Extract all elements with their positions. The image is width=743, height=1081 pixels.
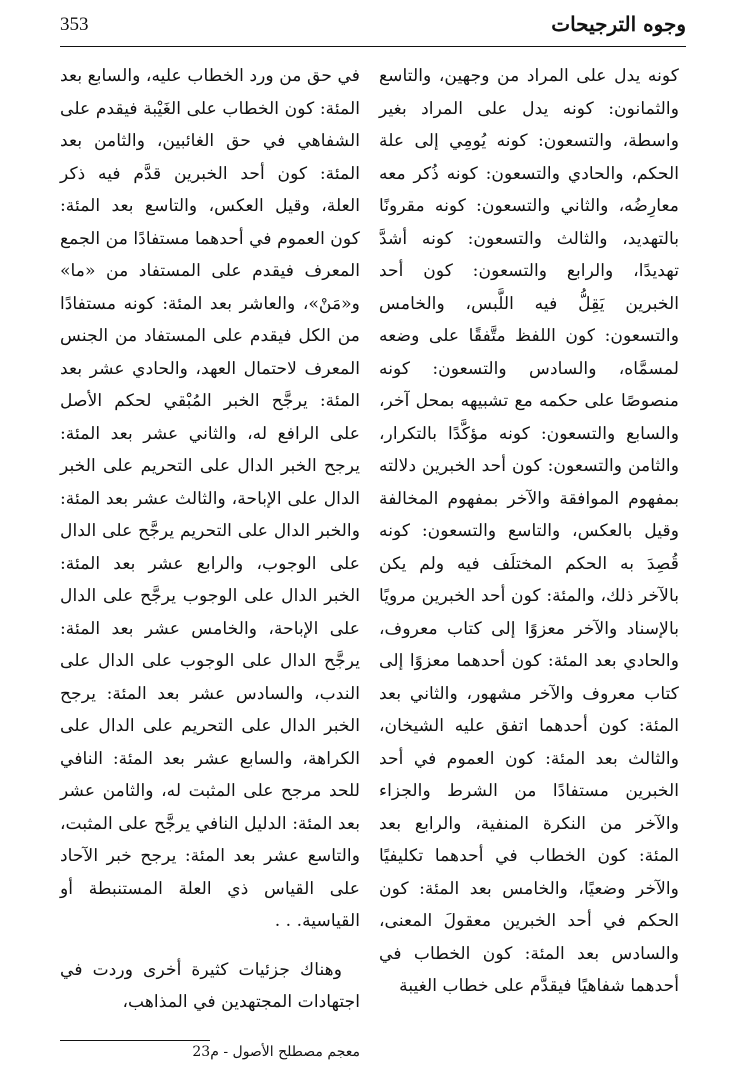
right-column (379, 60, 679, 1020)
left-column (60, 60, 360, 1020)
page-header (60, 8, 686, 44)
right-column-text: كونه يدل على المراد من وجهين، والتاسع والثمانون: كونه يدل على المراد بغير واسطة، والتسعون: كونه يُومِي إلى علة الحكم، والحادي والتسعون: كونه ذُكر معه معارِضُه، والثاني والتسعون: كونه مقرونًا بالتهديد، والثالث والتسعون: كونه أشدَّ تهديدًا، والرابع والتسعون: كون أحد الخبرين يَقِلُّ فيه اللَّبس، والخامس والتسعون: كون اللفظ متَّفقًا على وضعه لمسمَّاه، والسادس والتسعون: كونه منصوصًا على حكمه مع تشبيهه بمحل آخر، والسابع والتسعون: كونه مؤكَّدًا بالتكرار، والثامن والتسعون: كون أحد الخبرين دلالته بمفهوم الموافقة والآخر بمفهوم المخالفة وقيل بالعكس، والتاسع والتسعون: كونه قُصِدَ به الحكم المختلَف فيه ولم يكن بالآخر ذلك، والمئة: كون أحد الخبرين مرويًا بالإسناد والآخر معزوًا إلى كتاب معروف، والحادي بعد المئة: كون أحدهما معزوًا إلى كتاب معروف والآخر مشهور، والثاني بعد المئة: كون أحدهما اتفق عليه الشيخان، والثالث بعد المئة: كون العموم في أحد الخبرين مستفادًا من الشرط والجزاء والآخر من النكرة المنفية، والرابع بعد المئة: كون الخطاب في أحدهما تكليفيًا والآخر وضعيًا، والخامس بعد المئة: كون الحكم في أحد الخبرين معقولَ المعنى، والسادس بعد المئة: كون الخطاب في أحدهما شفاهيًا فيقدَّم على خطاب الغيبة (379, 66, 679, 996)
left-column-text: في حق من ورد الخطاب عليه، والسابع بعد المئة: كون الخطاب على الغَيْبة فيقدم على الشفاهي في حق الغائبين، والثامن بعد المئة: كون أحد الخبرين قدَّم فيه ذكر العلة، وقيل العكس، والتاسع بعد المئة: كون العموم في أحدهما مستفادًا من الجمع المعرف فيقدم على المستفاد من «ما» و«مَنْ»، والعاشر بعد المئة: كونه مستفادًا من الكل فيقدم على المستفاد من الجنس المعرف لاحتمال العهد، والحادي عشر بعد المئة: يرجَّح الخبر المُبْقي لحكم الأصل على الرافع له، والثاني عشر بعد المئة: يرجح الخبر الدال على التحريم على الخبر الدال على الإباحة، والثالث عشر بعد المئة: والخبر الدال على التحريم يرجَّح على الدال على الوجوب، والرابع عشر بعد المئة: الخبر الدال على الوجوب يرجَّح على الدال على الإباحة، والخامس عشر بعد المئة: يرجَّح الدال على الوجوب على الدال على الندب، والسادس عشر بعد المئة: يرجح الخبر الدال على التحريم على الدال على الكراهة، والسابع عشر بعد المئة: النافي للحد مرجح على المثبت له، والثامن عشر بعد المئة: الدليل النافي يرجَّح على المثبت، والتاسع عشر بعد المئة: يرجح خبر الآحاد على القياس ذي العلة المستنبطة أو القياسية. . . (60, 66, 360, 931)
footer-note: معجم مصطلح الأصول - م23 (192, 1044, 360, 1060)
footer-rule (60, 1040, 210, 1041)
header-rule (60, 46, 686, 47)
running-title: وجوه الترجيحات (551, 12, 686, 36)
paragraph-gap (60, 938, 360, 954)
page-number: 353 (60, 14, 89, 35)
closing-paragraph: وهناك جزئيات كثيرة أخرى وردت في اجتهادات المجتهدين في المذاهب، (60, 959, 360, 1012)
